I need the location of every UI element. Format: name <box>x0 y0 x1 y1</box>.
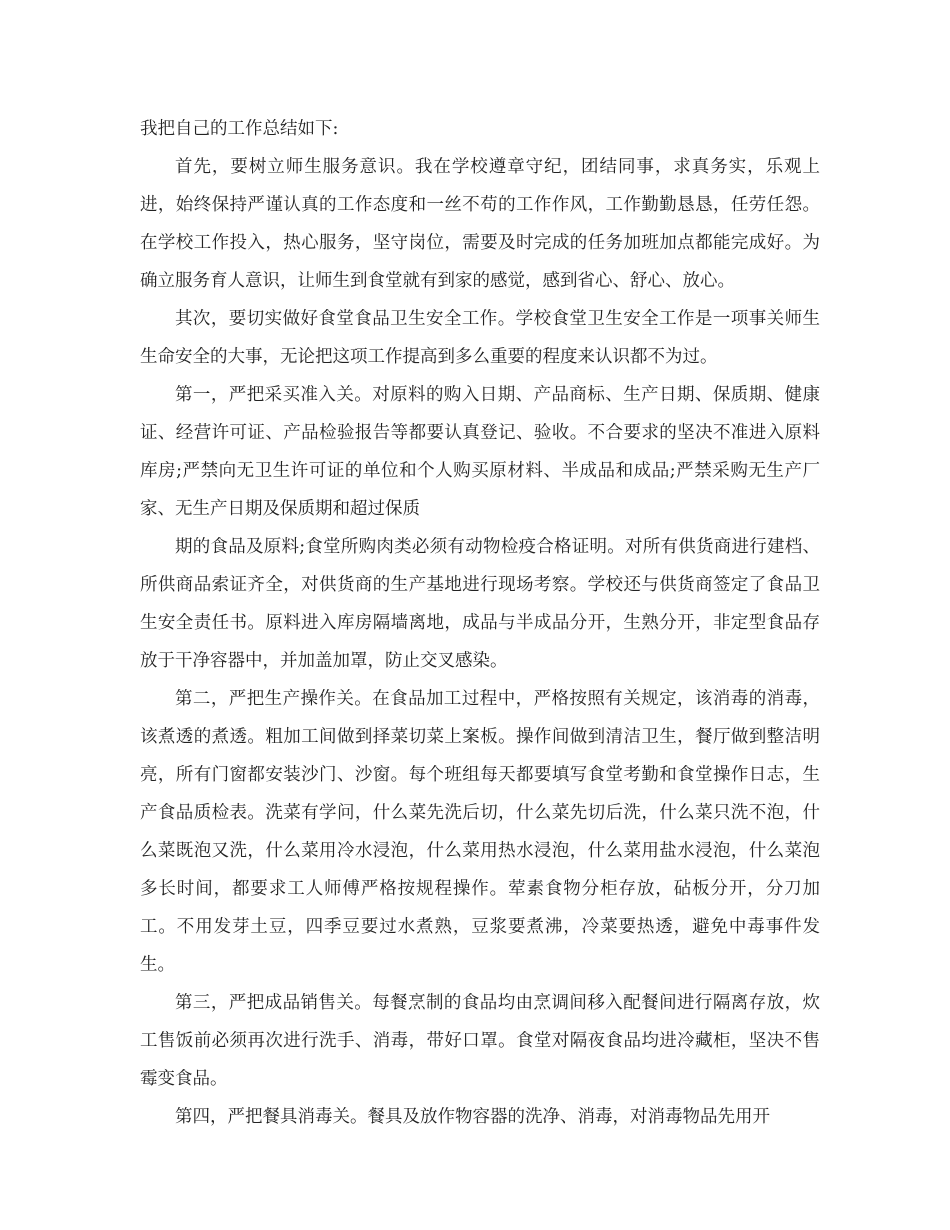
paragraph-summary-intro: 我把自己的工作总结如下: <box>140 119 339 139</box>
paragraph-sales: 第三，严把成品销售关。每餐烹制的食品均由烹调间移入配餐间进行隔离存放，炊工售饭前必须再次进行洗手、消毒，带好口罩。食堂对隔夜食品均进冷藏柜，坚决不售霉变食品。 <box>140 993 820 1089</box>
paragraph-procurement: 第一，严把采买准入关。对原料的购入日期、产品商标、生产日期、保质期、健康证、经营许可证、产品检验报告等都要认真登记、验收。不合要求的坚决不准进入原料库房;严禁向无卫生许可证的单位和个人购买原材料、半成品和成品;严禁采购无生产厂家、无生产日期及保质期和超过保质 <box>140 385 820 519</box>
paragraph-production: 第二，严把生产操作关。在食品加工过程中，严格按照有关规定，该消毒的消毒，该煮透的煮透。粗加工间做到择菜切菜上案板。操作间做到清洁卫生，餐厅做到整洁明亮，所有门窗都安装沙门、沙窗。每个班组每天都要填写食堂考勤和食堂操作日志，生产食品质检表。洗菜有学问，什么菜先洗后切，什么菜先切后洗，什么菜只洗不泡，什么菜既泡又洗，什么菜用冷水浸泡，什么菜用热水浸泡，什么菜用盐水浸泡，什么菜泡多长时间，都要求工人师傅严格按规程操作。荤素食物分柜存放，砧板分开，分刀加工。不用发芽土豆，四季豆要过水煮熟，豆浆要煮沸，冷菜要热透，避免中毒事件发生。 <box>140 689 820 975</box>
document-body <box>140 110 820 1136</box>
paragraph-disinfection: 第四，严把餐具消毒关。餐具及放作物容器的洗净、消毒，对消毒物品先用开 <box>175 1107 770 1127</box>
paragraph-procurement-continued: 期的食品及原料;食堂所购肉类必须有动物检疫合格证明。对所有供货商进行建档、所供商品索证齐全，对供货商的生产基地进行现场考察。学校还与供货商签定了食品卫生安全责任书。原料进入库房隔墙离地，成品与半成品分开，生熟分开，非定型食品存放于干净容器中，并加盖加罩，防止交叉感染。 <box>140 537 820 671</box>
paragraph-food-safety: 其次，要切实做好食堂食品卫生安全工作。学校食堂卫生安全工作是一项事关师生生命安全的大事，无论把这项工作提高到多么重要的程度来认识都不为过。 <box>140 309 820 367</box>
paragraph-service-awareness: 首先，要树立师生服务意识。我在学校遵章守纪，团结同事，求真务实，乐观上进，始终保持严谨认真的工作态度和一丝不苟的工作作风，工作勤勤恳恳，任劳任怨。在学校工作投入，热心服务，坚守岗位，需要及时完成的任务加班加点都能完成好。为确立服务育人意识，让师生到食堂就有到家的感觉，感到省心、舒心、放心。 <box>140 157 820 291</box>
